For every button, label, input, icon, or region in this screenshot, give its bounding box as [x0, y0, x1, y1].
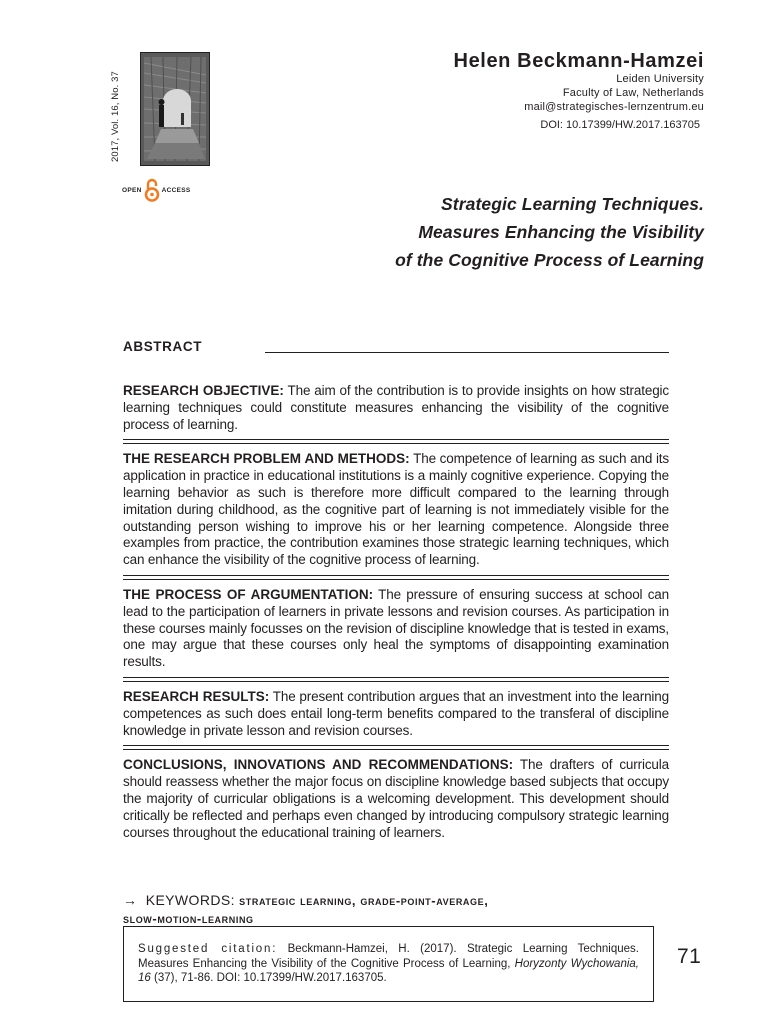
section-divider	[123, 575, 669, 580]
journal-issue-label: 2017, Vol. 16, No. 37	[110, 71, 121, 162]
section-problem-and-methods	[123, 451, 669, 569]
keywords-line-1	[123, 891, 683, 910]
abstract-heading: ABSTRACT	[123, 339, 203, 354]
author-university: Leiden University	[616, 73, 704, 85]
section-research-objective	[123, 383, 669, 433]
open-lock-icon	[144, 178, 160, 202]
section-process-of-argumentation	[123, 587, 669, 671]
arrow-right-icon: →	[123, 892, 138, 908]
section-heading: RESEARCH OBJECTIVE:	[123, 383, 284, 398]
citation-text-2: (37), 71-86. DOI: 10.17399/HW.2017.163705.	[154, 972, 387, 984]
section-text: The drafters of curricula should reassess whether the major focus on discipline knowledge based subjects that occupy the majority of curricular obligations is a welcoming development. This development should critically be reflected and perhaps even changed by introducing compulsory strategic learning courses throughout the educational training of learners.	[123, 757, 669, 840]
section-text: The pressure of ensuring success at school can lead to the participation of learners in private lessons and revision courses. As participation in these courses mainly focusses on the revision of discipline knowledge that is tested in exams, one may argue that these courses only heal the symptoms of disappointing examination results.	[123, 586, 670, 670]
author-name: Helen Beckmann-Hamzei	[453, 50, 704, 72]
article-title	[395, 190, 704, 274]
author-faculty: Faculty of Law, Netherlands	[562, 87, 704, 99]
citation-text-1: Beckmann-Hamzei, H. (2017). Strategic Learning Techniques. Measures Enhancing the Visibility of the Cognitive Process of Learning,	[138, 943, 639, 970]
section-heading: CONCLUSIONS, INNOVATIONS AND RECOMMENDATIONS:	[123, 757, 514, 773]
author-email[interactable]: mail@strategisches-lernzentrum.eu	[524, 101, 704, 113]
citation-label: Suggested citation:	[138, 943, 278, 955]
keywords-list-2: slow-motion-learning	[123, 911, 254, 926]
section-text: The competence of learning as such and its application in practice in educational institutions is a mainly cognitive experience. Copying the learning behavior as such is therefore more difficult compared to the learning through imitation during childhood, as the cognitive part of learning is not immediately visible for the outstanding person wishing to improve his or her learning competence. Alongside three examples from practice, the contribution examines those strategic learning techniques, which can enhance the visibility of the cognitive process of learning.	[123, 451, 669, 568]
author-block	[454, 50, 704, 132]
section-text: The aim of the contribution is to provide insights on how strategic learning techniques could constitute measures enhancing the visibility of the cognitive process of learning.	[123, 383, 670, 432]
section-research-results	[123, 689, 669, 739]
keywords-list-1: strategic learning, grade-point-average,	[239, 893, 489, 908]
keywords-label: KEYWORDS:	[145, 892, 235, 908]
section-text: The present contribution argues that an investment into the learning competences as such does entail long-term benefits compared to the transferal of discipline knowledge in private lesson and revision courses.	[123, 688, 669, 738]
section-heading: THE RESEARCH PROBLEM AND METHODS:	[123, 451, 410, 467]
section-divider	[123, 745, 669, 750]
page-number: 71	[677, 945, 702, 968]
section-heading: RESEARCH RESULTS:	[123, 688, 270, 704]
title-line-3: of the Cognitive Process of Learning	[395, 250, 704, 270]
abstract-divider	[265, 352, 669, 353]
section-divider	[123, 677, 669, 682]
open-access-left-word: OPEN	[122, 186, 142, 194]
title-line-2: Measures Enhancing the Visibility	[418, 222, 704, 242]
journal-cover-image	[140, 52, 210, 166]
section-divider	[123, 439, 669, 444]
open-access-logo	[122, 178, 191, 202]
suggested-citation-box	[123, 926, 654, 1002]
citation-journal: Horyzonty Wychowania, 16	[138, 957, 639, 984]
article-doi: DOI: 10.17399/HW.2017.163705	[540, 119, 700, 131]
title-line-1: Strategic Learning Techniques.	[441, 194, 704, 214]
section-conclusions	[123, 757, 669, 841]
keywords-block	[123, 891, 683, 928]
abstract-sections	[123, 383, 669, 841]
open-access-right-word: ACCESS	[161, 186, 191, 194]
section-heading: THE PROCESS OF ARGUMENTATION:	[123, 586, 374, 602]
